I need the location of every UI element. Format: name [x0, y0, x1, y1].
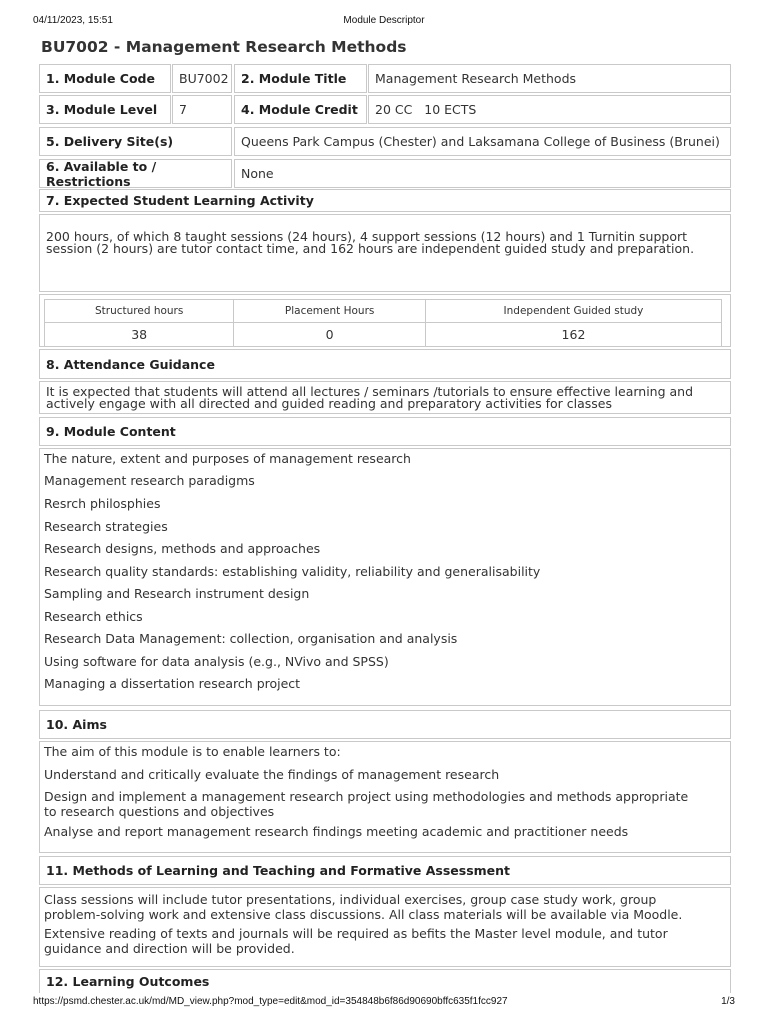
delivery-site-label: 5. Delivery Site(s) [39, 127, 232, 156]
list-item: Research Data Management: collection, organisation and analysis [44, 631, 458, 646]
aim-item: Understand and critically evaluate the findings of management research [44, 767, 500, 782]
section11-heading: 11. Methods of Learning and Teaching and Formative Assessment [39, 856, 731, 885]
aims-intro: The aim of this module is to enable learners to: [44, 744, 341, 759]
module-credit-value: 20 CC 10 ECTS [368, 95, 731, 124]
list-item: Research ethics [44, 609, 143, 624]
delivery-site-value: Queens Park Campus (Chester) and Laksamana College of Business (Brunei) [234, 127, 731, 156]
list-item: Managing a dissertation research project [44, 676, 301, 691]
section8-text: It is expected that students will attend all lectures / seminars /tutorials to ensure effective learning and actively engage with all directed and guided reading and preparatory activities for classes [46, 384, 694, 411]
section7-text-box [39, 214, 731, 292]
module-credit-label: 4. Module Credit [234, 95, 367, 124]
list-item: Research quality standards: establishing validity, reliability and generalisability [44, 564, 541, 579]
hours-header: Structured hours [45, 300, 234, 323]
print-doc-title: Module Descriptor [343, 15, 425, 26]
module-level-value: 7 [172, 95, 232, 124]
list-item: Research strategies [44, 519, 168, 534]
list-item: Resrch philosphies [44, 496, 161, 511]
section8-heading: 8. Attendance Guidance [39, 349, 731, 379]
hours-header: Independent Guided study [425, 300, 721, 323]
print-header [0, 15, 768, 29]
section10-heading: 10. Aims [39, 710, 731, 739]
page-number: 1/3 [721, 996, 735, 1007]
aim-item: Analyse and report management research findings meeting academic and practitioner needs [44, 824, 629, 839]
restrictions-label: 6. Available to / Restrictions [39, 159, 232, 188]
page-title: BU7002 - Management Research Methods [41, 38, 407, 56]
section12-heading: 12. Learning Outcomes [39, 969, 731, 993]
hours-value: 0 [234, 323, 426, 347]
hours-header: Placement Hours [234, 300, 426, 323]
list-item: Using software for data analysis (e.g., NVivo and SPSS) [44, 654, 389, 669]
section8-text-box [39, 381, 731, 414]
section7-text: 200 hours, of which 8 taught sessions (24 hours), 4 support sessions (12 hours) and 1 Turnitin support session (2 hours) are tutor contact time, and 162 hours are independent guided study and preparation. [46, 229, 695, 256]
list-item: Sampling and Research instrument design [44, 586, 310, 601]
module-title-label: 2. Module Title [234, 64, 367, 93]
hours-value: 38 [45, 323, 234, 347]
page-url: https://psmd.chester.ac.uk/md/MD_view.php?mod_type=edit&mod_id=354848b6f86d90690bffc635f1fcc927 [33, 996, 508, 1007]
module-code-value: BU7002 [172, 64, 232, 93]
list-item: The nature, extent and purposes of management research [44, 451, 411, 466]
list-item: Research designs, methods and approaches [44, 541, 321, 556]
print-footer [0, 996, 768, 1010]
section9-heading: 9. Module Content [39, 417, 731, 446]
section7-heading: 7. Expected Student Learning Activity [39, 189, 731, 212]
restrictions-value: None [234, 159, 731, 188]
hours-table [44, 299, 722, 347]
hours-value: 162 [425, 323, 721, 347]
module-code-label: 1. Module Code [39, 64, 171, 93]
print-datetime: 04/11/2023, 15:51 [33, 15, 113, 26]
methods-paragraph: Class sessions will include tutor presentations, individual exercises, group case study work, group problem-solving work and extensive class discussions. All class materials will be available via Moodle. [44, 892, 683, 922]
module-title-value: Management Research Methods [368, 64, 731, 93]
module-level-label: 3. Module Level [39, 95, 171, 124]
list-item: Management research paradigms [44, 473, 255, 488]
aim-item: Design and implement a management research project using methodologies and methods appropriate to research questions and objectives [44, 789, 689, 819]
methods-paragraph: Extensive reading of texts and journals will be required as befits the Master level module, and tutor guidance and direction will be provided. [44, 926, 668, 956]
